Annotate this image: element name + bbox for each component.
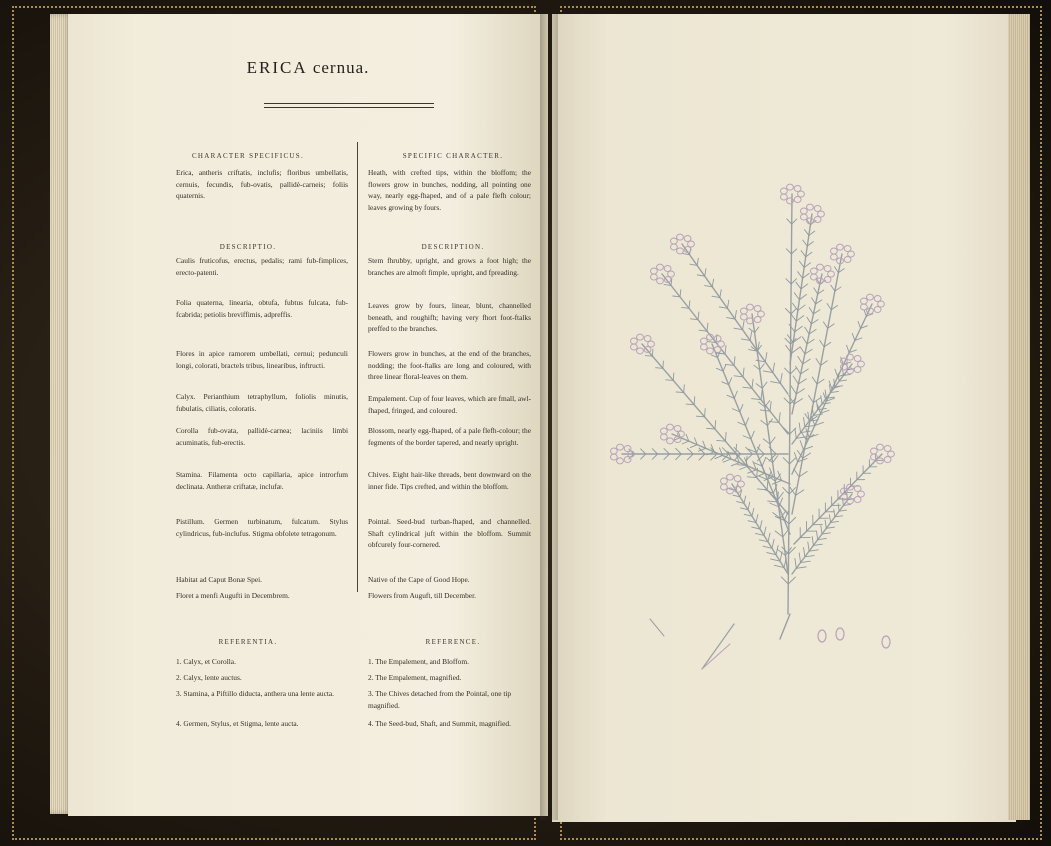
plant-leaf: [798, 356, 803, 364]
plant-leaf: [842, 368, 843, 375]
plant-blossom: [617, 444, 624, 450]
plant-leaf: [823, 322, 827, 328]
plant-blossom: [674, 426, 681, 432]
plant-leaf: [743, 368, 744, 377]
plant-leaf: [705, 269, 706, 276]
plant-leaf: [641, 454, 646, 459]
plant-leaf: [760, 521, 762, 529]
plant-leaf: [838, 504, 839, 511]
plant-leaf: [767, 480, 768, 490]
plant-blossom: [714, 336, 721, 342]
plant-blossom: [700, 338, 707, 344]
plant-blossom: [830, 254, 837, 260]
plant-leaf: [656, 368, 663, 369]
plant-leaf: [799, 553, 800, 563]
plant-leaf: [664, 454, 669, 459]
plant-leaf: [785, 338, 791, 344]
plant-leaf: [727, 300, 728, 308]
plant-leaf: [783, 529, 789, 537]
plant-leaf: [762, 458, 765, 466]
plant-leaf: [791, 314, 797, 321]
plant-blossom: [714, 346, 721, 352]
plant-leaf: [794, 293, 799, 300]
plant-leaf: [707, 428, 715, 429]
latin-ref-item: 2. Calyx, lente auctus.: [176, 673, 242, 682]
plant-leaf: [783, 458, 789, 464]
plant-leaf: [791, 386, 796, 394]
plant-leaf: [816, 359, 821, 366]
english-character: Heath, with crefted tips, within the bloffom; the flowers grow in bunches, nodding, all pointing one way, nearly egg-fhaped, and of a pale flefh colour; leaves growing by fours.: [368, 168, 531, 212]
english-ref-item: 3. The Chives detached from the Pointal, one tip magnified.: [368, 689, 512, 710]
plant-leaf: [789, 517, 796, 524]
plant-leaf: [652, 449, 657, 454]
plant-leaf: [735, 311, 736, 319]
english-blossom: Blossom, nearly egg-fhaped, of a pale flefh-colour; the fegments of the border tapered, and nearly upright.: [368, 426, 531, 447]
latin-ref-item: 3. Stamina, a Piftillo diducta, anthera una lente aucta.: [176, 689, 335, 698]
detail-figure-empalement: [818, 630, 826, 642]
plant-blossom: [814, 216, 821, 222]
english-stem: Stem fhrubby, upright, and grows a foot high; the branches are almoft fimple, upright, and fpreading.: [368, 256, 531, 277]
plant-blossom: [754, 316, 761, 322]
plant-leaf: [807, 317, 811, 324]
plant-leaf: [762, 382, 767, 388]
plant-blossom: [800, 214, 807, 220]
plant-blossom: [854, 366, 861, 372]
plant-leaf: [740, 404, 743, 411]
latin-corolla: Corolla fub-ovata, pallidè-carnea; laciniis limbi acuminatis, fub-erectis.: [176, 426, 348, 447]
plant-leaf: [751, 431, 754, 439]
plant-leaf: [676, 448, 682, 454]
plant-leaf: [715, 421, 716, 429]
page-title: [68, 58, 548, 78]
plant-blossom: [657, 278, 664, 284]
plant-leaf: [804, 547, 805, 556]
plant-leaf: [825, 390, 826, 398]
plant-leaf: [814, 288, 818, 294]
plant-leaf: [687, 454, 693, 460]
title-genus: ERICA: [246, 58, 308, 77]
plant-leaf: [712, 279, 713, 287]
english-chives: Chives. Eight hair-like threads, bent downward on the inner fide. Tips crefted, and within the bloffom.: [368, 470, 531, 491]
plant-leaf: [652, 454, 657, 459]
plant-leaf: [731, 463, 739, 466]
title-species: cernua.: [312, 58, 370, 77]
plant-leaf: [641, 449, 646, 454]
plant-leaf: [698, 312, 699, 320]
latin-character: Erica, antheris criftatis, inclufis; floribus umbellatis, cernuis, fecundis, fub-ovatis, pallidè-carneis; foliis quaternis.: [176, 168, 348, 201]
heading-specific-character: SPECIFIC CHARACTER.: [402, 152, 504, 160]
plant-blossom: [667, 424, 674, 430]
heading-description: DESCRIPTION.: [421, 243, 485, 251]
plant-leaf: [792, 219, 797, 224]
plant-leaf: [687, 448, 693, 454]
plant-leaf: [755, 327, 759, 333]
plant-leaf: [772, 480, 781, 484]
latin-folia: Folia quaterna, linearia, obtufa, fubtus fulcata, fub-fcabrida; petiolis breviffimis, adpreffis.: [176, 298, 348, 319]
plant-leaf: [715, 455, 723, 458]
title-rule: [264, 103, 434, 104]
plant-leaf: [811, 298, 815, 304]
plant-leaf: [725, 346, 726, 354]
plant-blossom: [660, 434, 667, 440]
plant-leaf: [809, 395, 814, 402]
heading-reference: REFERENCE.: [425, 638, 481, 646]
column-divider: [357, 142, 358, 592]
plant-leaf: [791, 309, 797, 314]
plant-leaf: [805, 327, 809, 334]
plant-leaf: [705, 409, 706, 417]
plant-blossom: [677, 248, 684, 254]
plant-leaf: [796, 282, 801, 289]
latin-calyx: Calyx. Perianthium tetraphyllum, foliolis minutis, fubulatis, ciliatis, coloratis.: [176, 392, 348, 413]
plant-blossom: [884, 456, 891, 462]
plant-blossom: [854, 496, 861, 502]
detail-figure-stamen: [702, 644, 730, 669]
plant-blossom: [870, 454, 877, 460]
plant-leaf: [663, 361, 664, 368]
plant-blossom: [780, 194, 787, 200]
plant-blossom: [664, 266, 671, 272]
plant-leaf: [725, 432, 726, 441]
plant-leaf: [764, 527, 766, 536]
english-leaves: Leaves grow by fours, linear, blunt, channelled beneath, and roughifh; having very fhort foot-ftalks preffed to the branches.: [368, 301, 531, 334]
plant-leaf: [664, 449, 669, 454]
plant-leaf: [740, 466, 748, 469]
plant-leaf: [694, 397, 695, 405]
plant-leaf: [781, 577, 788, 584]
plant-leaf: [821, 526, 822, 534]
plant-leaf: [801, 251, 806, 257]
plant-blossom: [830, 248, 837, 254]
plant-blossom: [624, 446, 631, 452]
plant-blossom: [644, 336, 651, 342]
plant-leaf: [666, 380, 673, 381]
plant-leaf: [820, 340, 824, 347]
plant-leaf: [684, 385, 685, 393]
plant-blossom: [877, 444, 884, 450]
plant-leaf: [711, 454, 717, 460]
plant-leaf: [780, 373, 782, 383]
plant-stem-base: [780, 614, 790, 639]
plant-leaf: [812, 377, 817, 384]
detail-figure-calyx: [650, 619, 664, 636]
plant-blossom: [670, 238, 677, 244]
plant-leaf: [673, 373, 674, 380]
plant-blossom: [637, 348, 644, 354]
latin-flores: Flores in apice ramorem umbellati, cernui; pedunculi longi, colorati, bractels tribus, linearibus, inftructi.: [176, 349, 348, 370]
plant-blossom: [720, 484, 727, 490]
plant-leaf: [652, 349, 653, 356]
plant-leaf: [686, 404, 694, 405]
plant-leaf: [765, 353, 767, 362]
plant-leaf: [794, 453, 797, 462]
plant-leaf: [734, 357, 735, 366]
latin-caulis: Caulis fruticofus, erectus, pedalis; rami fub-fimplices, erecto-patenti.: [176, 256, 348, 277]
plant-blossom: [624, 456, 631, 462]
plant-blossom: [740, 308, 747, 314]
plant-leaf: [790, 368, 796, 374]
plant-leaf: [707, 323, 708, 331]
plant-leaf: [847, 345, 850, 352]
heading-character-specificus: CHARACTER SPECIFICUS.: [191, 152, 305, 160]
plant-leaf: [789, 324, 795, 332]
plant-leaf: [783, 487, 789, 494]
plant-leaf: [816, 531, 817, 540]
plant-leaf: [745, 418, 748, 426]
plant-leaf: [768, 533, 770, 542]
plant-leaf: [788, 577, 795, 584]
plant-blossom: [660, 428, 667, 434]
english-ref-item: 2. The Empalement, magnified.: [368, 673, 462, 682]
plant-blossom: [810, 274, 817, 280]
plant-leaf: [803, 240, 807, 246]
plant-leaf: [676, 392, 684, 393]
plant-leaf: [752, 508, 754, 516]
plant-leaf: [750, 332, 752, 341]
plant-blossom: [650, 268, 657, 274]
english-pointal: Pointal. Seed-bud turban-fhaped, and channelled. Shaft cylindrical juft within the bloffom. Summit obfcurely four-cornered.: [368, 517, 531, 550]
plant-blossom: [874, 296, 881, 302]
plant-blossom: [670, 244, 677, 250]
plant-leaf: [690, 445, 697, 448]
plant-leaf: [757, 447, 764, 454]
plant-leaf: [795, 558, 796, 568]
plant-blossom: [700, 344, 707, 350]
plant-blossom: [837, 244, 844, 250]
latin-habitat: Habitat ad Caput Bonæ Spei.: [176, 575, 263, 584]
plant-leaf: [769, 447, 776, 454]
plant-leaf: [743, 321, 744, 330]
latin-ref-item: 1. Calyx, et Corolla.: [176, 657, 236, 666]
plant-blossom: [684, 236, 691, 242]
plant-leaf: [791, 249, 796, 254]
plant-leaf: [799, 423, 800, 433]
plant-leaf: [761, 390, 762, 399]
plant-leaf: [779, 413, 780, 423]
plant-leaf: [720, 290, 721, 298]
latin-floret: Floret a menfi Augufti in Decembrem.: [176, 591, 290, 600]
plant-leaf: [834, 267, 838, 273]
plant-leaf: [689, 301, 690, 308]
plant-blossom: [824, 266, 831, 272]
heading-descriptio: DESCRIPTIO.: [219, 243, 277, 251]
plant-blossom: [824, 276, 831, 282]
plant-leaf: [791, 279, 796, 284]
plant-blossom: [800, 208, 807, 214]
english-empalement: Empalement. Cup of four leaves, which are fmall, awl-fhaped, fringed, and coloured.: [368, 394, 531, 415]
plant-blossom: [874, 306, 881, 312]
plant-blossom: [844, 256, 851, 262]
plant-leaf: [785, 308, 790, 314]
plant-blossom: [854, 356, 861, 362]
plant-leaf: [796, 366, 801, 374]
heading-referentia: REFERENTIA.: [218, 638, 278, 646]
plant-leaf: [734, 391, 737, 398]
plant-blossom: [754, 306, 761, 312]
plant-leaf: [756, 515, 758, 523]
plant-blossom: [870, 448, 877, 454]
plant-leaf: [812, 407, 813, 416]
plant-leaf: [770, 437, 775, 444]
plant-leaf: [787, 219, 792, 224]
plant-blossom: [720, 478, 727, 484]
plant-leaf: [829, 515, 830, 523]
plant-leaf: [680, 290, 681, 297]
plant-blossom: [844, 246, 851, 252]
plant-blossom: [814, 206, 821, 212]
left-page: [68, 14, 548, 816]
plant-blossom: [734, 476, 741, 482]
plant-leaf: [697, 258, 698, 265]
plant-leaf: [858, 321, 860, 328]
plant-leaf: [765, 400, 770, 406]
plant-blossom: [807, 204, 814, 210]
plant-leaf: [793, 376, 798, 384]
plant-leaf: [809, 307, 813, 314]
plant-leaf: [699, 454, 705, 460]
plant-blossom: [860, 298, 867, 304]
plant-leaf: [812, 537, 813, 546]
plant-leaf: [831, 285, 835, 291]
plant-blossom: [707, 348, 714, 354]
plant-leaf: [752, 379, 753, 388]
plant-leaf: [852, 333, 855, 340]
plant-leaf: [800, 441, 803, 450]
plant-leaf: [772, 539, 774, 548]
plant-blossom: [637, 334, 644, 340]
plant-leaf: [786, 249, 791, 254]
heath-plant-illustration: [552, 14, 1008, 794]
plant-blossom: [610, 454, 617, 460]
plant-leaf: [789, 458, 795, 464]
plant-blossom: [617, 458, 624, 464]
plant-leaf: [784, 398, 790, 404]
plant-blossom: [740, 314, 747, 320]
plant-blossom: [630, 344, 637, 350]
plant-leaf: [786, 279, 791, 284]
english-native: Native of the Cape of Good Hope.: [368, 575, 470, 584]
plant-blossom: [787, 184, 794, 190]
plant-blossom: [794, 186, 801, 192]
plant-blossom: [747, 304, 754, 310]
plant-leaf: [780, 552, 782, 561]
page-edges-right: [1008, 14, 1030, 820]
english-flowers-from: Flowers from Auguft, till December.: [368, 591, 476, 600]
plant-blossom: [867, 294, 874, 300]
plant-blossom: [780, 188, 787, 194]
plant-leaf: [744, 496, 746, 503]
plant-leaf: [816, 401, 817, 410]
plant-leaf: [682, 441, 689, 444]
plant-blossom: [810, 268, 817, 274]
latin-pistillum: Pistillum. Germen turbinatum, fulcatum. Stylus cylindricus, fub-inclufus. Stigma obfolete tetragonum.: [176, 517, 348, 538]
plant-leaf: [802, 337, 807, 344]
plant-leaf: [723, 364, 726, 371]
plant-leaf: [760, 364, 765, 370]
latin-stamina: Stamina. Filamenta octo capillaria, apice introrfum declinata. Antheræ criftatæ, inclufæ.: [176, 470, 348, 491]
detail-figure-seed-bud: [882, 636, 890, 648]
plant-blossom: [610, 448, 617, 454]
plant-leaf: [696, 416, 704, 417]
plant-leaf: [645, 356, 652, 357]
plant-leaf: [805, 230, 809, 236]
detail-figure-empalement: [836, 628, 844, 640]
plant-blossom: [884, 446, 891, 452]
plant-blossom: [667, 438, 674, 444]
english-ref-item: 4. The Seed-bud, Shaft, and Summit, magnified.: [368, 719, 511, 728]
plant-blossom: [794, 196, 801, 202]
plant-leaf: [825, 520, 826, 528]
plant-blossom: [657, 264, 664, 270]
plant-blossom: [650, 274, 657, 280]
plant-leaf: [834, 509, 835, 517]
plant-leaf: [770, 402, 771, 412]
plant-leaf: [748, 502, 750, 510]
plant-blossom: [817, 264, 824, 270]
plant-leaf: [773, 363, 775, 373]
english-ref-item: 1. The Empalement, and Bloffom.: [368, 657, 469, 666]
plant-leaf: [821, 396, 822, 404]
plant-blossom: [677, 234, 684, 240]
plant-leaf: [827, 303, 831, 309]
plant-leaf: [808, 542, 809, 551]
plant-leaf: [804, 417, 805, 426]
plant-leaf: [794, 469, 799, 477]
plant-leaf: [799, 261, 804, 267]
plant-leaf: [785, 368, 791, 374]
title-rule: [264, 107, 434, 108]
plant-blossom: [630, 338, 637, 344]
plant-leaf: [835, 369, 838, 377]
english-flowers: Flowers grow in bunches, at the end of the branches, nodding; the foot-ftalks are long and coloured, with three linear floral-leaves on them.: [368, 349, 531, 382]
plant-leaf: [798, 272, 803, 279]
plant-leaf: [676, 454, 682, 460]
latin-ref-item: 4. Germen, Stylus, et Stigma, lente aucta.: [176, 719, 299, 728]
plant-blossom: [727, 474, 734, 480]
detail-figure-stamen: [702, 624, 734, 669]
plant-leaf: [801, 432, 806, 440]
plant-leaf: [795, 428, 796, 438]
plant-leaf: [729, 378, 732, 385]
plant-leaf: [723, 459, 731, 462]
plant-leaf: [800, 347, 805, 354]
